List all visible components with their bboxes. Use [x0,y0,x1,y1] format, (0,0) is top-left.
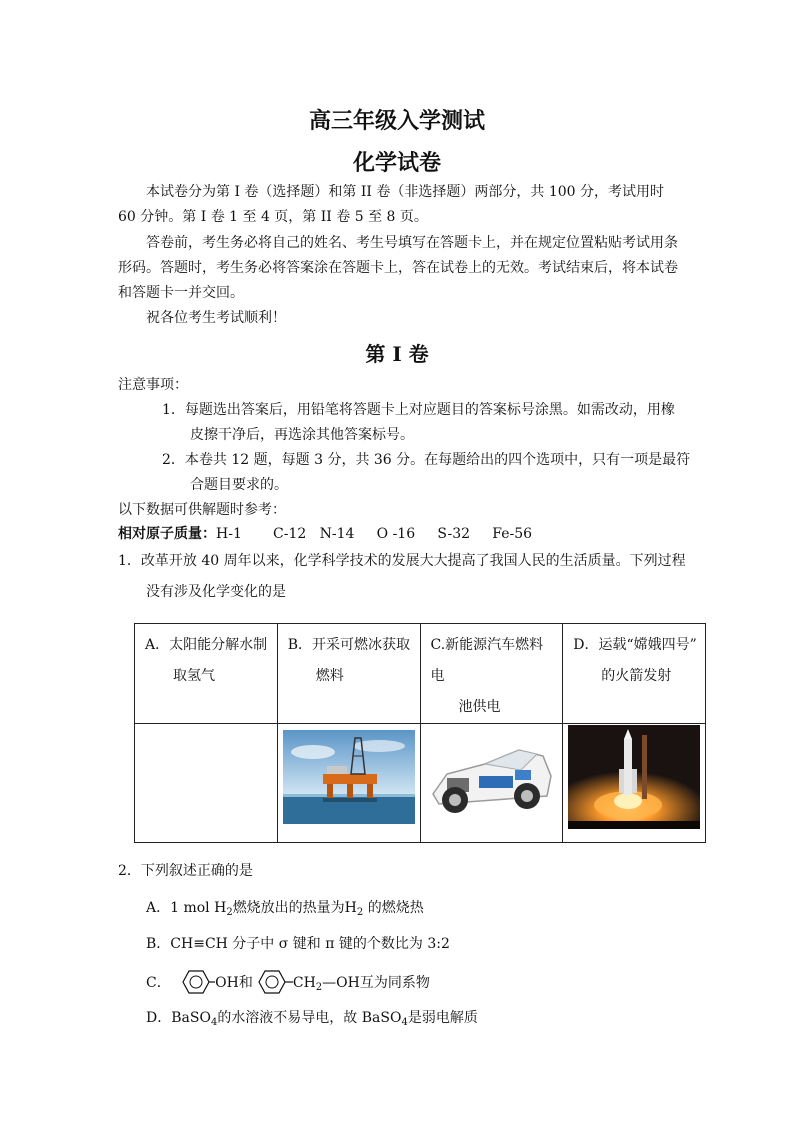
rocket-booster [619,769,624,793]
note-1-line-1 [162,398,675,422]
question-1-stem-line-1: 1．改革开放 40 周年以来，化学科学技术的发展大大提高了我国人民的生活质量。下列过程 [118,553,686,569]
option-a-text-2: 燃烧放出的热量为H [232,900,357,916]
benzyl-ch2-sub: 2 [315,982,323,993]
rig-leg [327,784,333,800]
rig-leg [367,784,373,800]
ground [568,821,700,829]
option-a-sub-2: 2 [356,907,364,918]
option-a-text-3: 的燃烧热 [363,900,424,916]
atomic-mass-values: H-1 C-12 N-14 O -16 S-32 Fe-56 [216,526,533,542]
option-c-cell[interactable] [420,624,563,724]
option-d-text-3: 是弱电解质 [407,1010,478,1026]
rocket-booster [632,769,637,793]
option-a-cell[interactable] [135,624,278,724]
benzyl-oh-label: OH互为同系物 [336,975,430,991]
option-c-label: C． [146,975,171,991]
question-1-stem-line-2: 没有涉及化学变化的是 [146,584,286,600]
option-d-line-1: D．运载“嫦娥四号” [573,637,697,653]
ring-inner [190,976,202,988]
battery-pack [479,776,513,788]
electric-car-image [425,730,557,824]
option-a-sub-1: 2 [226,907,233,918]
option-d-text-2: 的水溶液不易导电，故 BaSO [217,1010,402,1026]
option-b-image-cell [277,724,420,843]
exam-title: 高三年级入学测试 [308,108,485,134]
front-hub [449,794,461,806]
bond-dash: — [322,975,337,991]
rocket-launch-image [568,725,700,829]
launch-tower [642,735,647,799]
option-c-line-2: 池供电 [458,699,501,715]
phenol-oh-label: OH和 [215,975,253,991]
note-2-line-1 [162,448,690,472]
question-2-stem: 2．下列叙述正确的是 [118,863,253,879]
ring [259,971,285,993]
benzene-ring-icon [253,968,293,996]
option-d-image-cell [563,724,706,843]
note-2-number: 2． [162,452,185,468]
intro-paragraph-3: 祝各位考生考试顺利！ [146,310,286,326]
rig-reflection [323,798,377,802]
question-2-option-c[interactable] [146,968,430,1000]
atomic-mass-line [118,522,532,546]
fuel-cell-stack [515,770,531,780]
option-d-sub-1: 4 [210,1017,218,1028]
question-2-option-b[interactable]: B．CH≡CH 分子中 σ 键和 π 键的个数比为 3:2 [146,936,450,952]
rear-hub [521,790,533,802]
note-2-line-2: 合题目要求的。 [190,477,288,493]
intro-paragraph-2: 答卷前，考生务必将自己的姓名、考生号填写在答题卡上，并在规定位置粘贴考试用条形码。答题时，考生务必将答案涂在答题卡上，答在试卷上的无效。考试结束后，将本试卷和答题卡一并交回。 [118,235,678,301]
ring [183,971,209,993]
option-b-cell[interactable] [277,624,420,724]
question-1-options-table [134,623,706,843]
option-d-sub-2: 4 [401,1017,408,1028]
benzyl-ch2-label: CH [292,975,316,991]
flame-core [614,793,642,809]
oil-rig-image [283,730,415,824]
option-d-line-2: 的火箭发射 [601,668,672,684]
note-1-text: 每题选出答案后，用铅笔将答题卡上对应题目的答案标号涂黑。如需改动，用橡 [184,402,675,418]
note-1-line-2: 皮擦干净后，再选涂其他答案标号。 [190,427,414,443]
intro-paragraph-1: 本试卷分为第 I 卷（选择题）和第 II 卷（非选择题）两部分，共 100 分，考试用时 60 分钟。第 I 卷 1 至 4 页，第 II 卷 5 至 8 页。 [118,184,665,225]
question-2-option-a[interactable] [146,896,424,925]
note-1-number: 1． [162,402,185,418]
rig-leg [347,784,353,800]
option-d-cell[interactable] [563,624,706,724]
cloud [291,745,335,759]
question-2-option-d[interactable] [146,1006,478,1035]
atomic-mass-label: 相对原子质量： [118,526,216,542]
rocket-body [624,739,632,795]
ring-inner [266,976,278,988]
benzene-ring-icon [175,968,215,996]
option-a-line-1: A．太阳能分解水制 [145,637,268,653]
option-c-image-cell [420,724,563,843]
exam-subject: 化学试卷 [352,150,441,176]
notice-heading: 注意事项： [118,377,188,393]
option-a-text-1: A．1 mol H [146,900,227,916]
option-d-text-1: D．BaSO [146,1010,211,1026]
rig-deck [323,774,377,784]
option-c-line-1: C.新能源汽车燃料电 [430,637,544,684]
option-b-line-1: B．开采可燃冰获取 [287,637,411,653]
option-a-image-cell [135,724,278,843]
option-b-line-2: 燃料 [315,668,344,684]
volume-title: 第 I 卷 [365,342,429,366]
note-2-text: 本卷共 12 题，每题 3 分，共 36 分。在每题给出的四个选项中，只有一项是最符 [184,452,691,468]
rig-building [327,766,347,774]
option-a-line-2: 取氢气 [173,668,215,684]
reference-note: 以下数据可供解题时参考： [118,502,286,518]
